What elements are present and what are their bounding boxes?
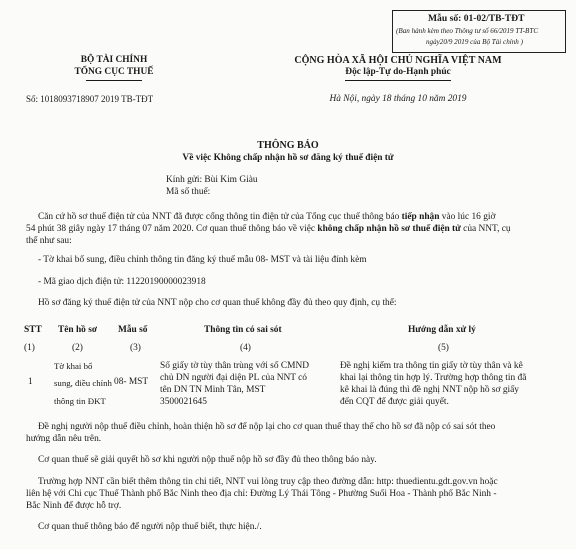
table-row-name-line-3: thông tin ĐKT [54, 396, 106, 406]
table-col-index-1: (1) [24, 343, 35, 353]
body-paragraph-1-line-2: 54 phút 38 giây ngày 17 tháng 07 năm 2020. Cơ quan thuế thông báo về việc không chấp nhận hồ sơ thuế điện tử của NNT, cụ [26, 224, 511, 234]
country-name: CỘNG HÒA XÃ HỘI CHỦ NGHĨA VIỆT NAM [294, 55, 502, 66]
body-paragraph-4: Cơ quan thuế sẽ giải quyết hồ sơ khi người nộp thuế nộp hồ sơ đầy đủ theo thông báo này. [38, 455, 377, 465]
table-row-error-line-2: chủ DN người đại diện PL của NNT có [160, 373, 307, 383]
table-col-index-4: (4) [240, 343, 251, 353]
bullet-transaction-code: - Mã giao dịch điện tử: 11220190000023918 [38, 277, 206, 287]
table-row-guide-line-1: Đề nghị kiểm tra thông tin giấy tờ tùy thân và kê [340, 361, 523, 371]
table-col-index-2: (2) [72, 343, 83, 353]
table-header-guide: Hướng dẫn xử lý [408, 325, 476, 335]
national-motto: Độc lập-Tự do-Hạnh phúc [345, 67, 451, 77]
body-paragraph-5-line-2: liên hệ với Chi cục Thuế Thành phố Bắc Ninh theo địa chỉ: Đường Lý Thái Tông - Phường Suối Hoa - Thành phố Bắc Ninh - [26, 489, 497, 499]
table-row-name-line-1: Tờ khai bổ [54, 361, 93, 371]
motto-underline [345, 80, 451, 81]
table-row-error-line-4: 3500021645 [160, 397, 207, 407]
body-paragraph-3-line-1: Đề nghị người nộp thuế điều chỉnh, hoàn thiện hồ sơ để nộp lại cho cơ quan thuế thay thế cho hồ sơ đã nộp có sai sót theo [38, 422, 496, 432]
body-paragraph-1-line-3: thể như sau: [26, 236, 72, 246]
table-col-index-5: (5) [438, 343, 449, 353]
recipient-greeting: Kính gửi: Bùi Kim Giàu [166, 175, 258, 185]
department-underline [86, 80, 142, 81]
form-note-line-1: (Ban hành kèm theo Thông tư số 66/2019 TT-BTC [396, 27, 539, 35]
body-paragraph-3-line-2: hướng dẫn nêu trên. [26, 434, 102, 444]
table-header-name: Tên hồ sơ [58, 325, 98, 335]
body-paragraph-5-line-1: Trường hợp NNT cần biết thêm thông tin chi tiết, NNT vui lòng truy cập theo đường dẫn: http: thuedientu.gdt.gov.vn hoặc [38, 477, 498, 487]
table-row-error-line-3: tên DN TN Minh Tân, MST [160, 385, 266, 395]
body-paragraph-2: Hồ sơ đăng ký thuế điện tử của NNT nộp cho cơ quan thuế không đầy đủ theo quy định, cụ thể: [38, 298, 397, 308]
table-row-stt: 1 [28, 377, 33, 387]
table-row-guide-line-3: kê khai là đúng thì đề nghị NNT nộp hồ sơ giấy [340, 385, 519, 395]
body-paragraph-6: Cơ quan thuế thông báo để người nộp thuế biết, thực hiện./. [38, 522, 262, 532]
table-header-form: Mẫu số [118, 325, 148, 335]
table-col-index-3: (3) [130, 343, 141, 353]
document-number: Số: 1018093718907 2019 TB-TĐT [26, 94, 154, 104]
body-paragraph-1-line-1: Căn cứ hồ sơ thuế điện tử của NNT đã được cổng thông tin điện tử của Tổng cục thuế thông báo tiếp nhận vào lúc 16 giờ [38, 212, 496, 222]
form-note-line-2: ngày20/9 2019 của Bộ Tài chính ) [426, 38, 523, 46]
body-paragraph-5-line-3: Bắc Ninh để được hỗ trợ. [26, 501, 122, 511]
ministry-name: BỘ TÀI CHÍNH [80, 55, 148, 65]
bullet-declaration: - Tờ khai bổ sung, điều chỉnh thông tin đăng ký thuế mẫu 08- MST và tài liệu đính kèm [38, 255, 367, 265]
table-row-guide-line-2: khai lại thông tin hợp lý. Trường hợp thông tin đã [340, 373, 527, 383]
table-row-form: 08- MST [114, 377, 149, 387]
recipient-tax-code: Mã số thuế: [166, 187, 211, 197]
form-code: Mẫu số: 01-02/TB-TĐT [428, 13, 525, 24]
notice-subject: Về việc Không chấp nhận hồ sơ đăng ký thuế điện tử [182, 153, 394, 163]
table-row-error-line-1: Số giấy tờ tùy thân trùng với số CMND [160, 361, 309, 371]
table-header-stt: STT [24, 325, 42, 335]
issue-date: Hà Nội, ngày 18 tháng 10 năm 2019 [329, 94, 467, 104]
notice-title: THÔNG BÁO [257, 140, 319, 151]
table-row-guide-line-4: đến CQT để được giải quyết. [340, 397, 449, 407]
table-row-name-line-2: sung, điều chỉnh [54, 378, 112, 388]
table-header-error: Thông tin có sai sót [204, 325, 282, 335]
department-name: TỔNG CỤC THUẾ [74, 67, 154, 77]
